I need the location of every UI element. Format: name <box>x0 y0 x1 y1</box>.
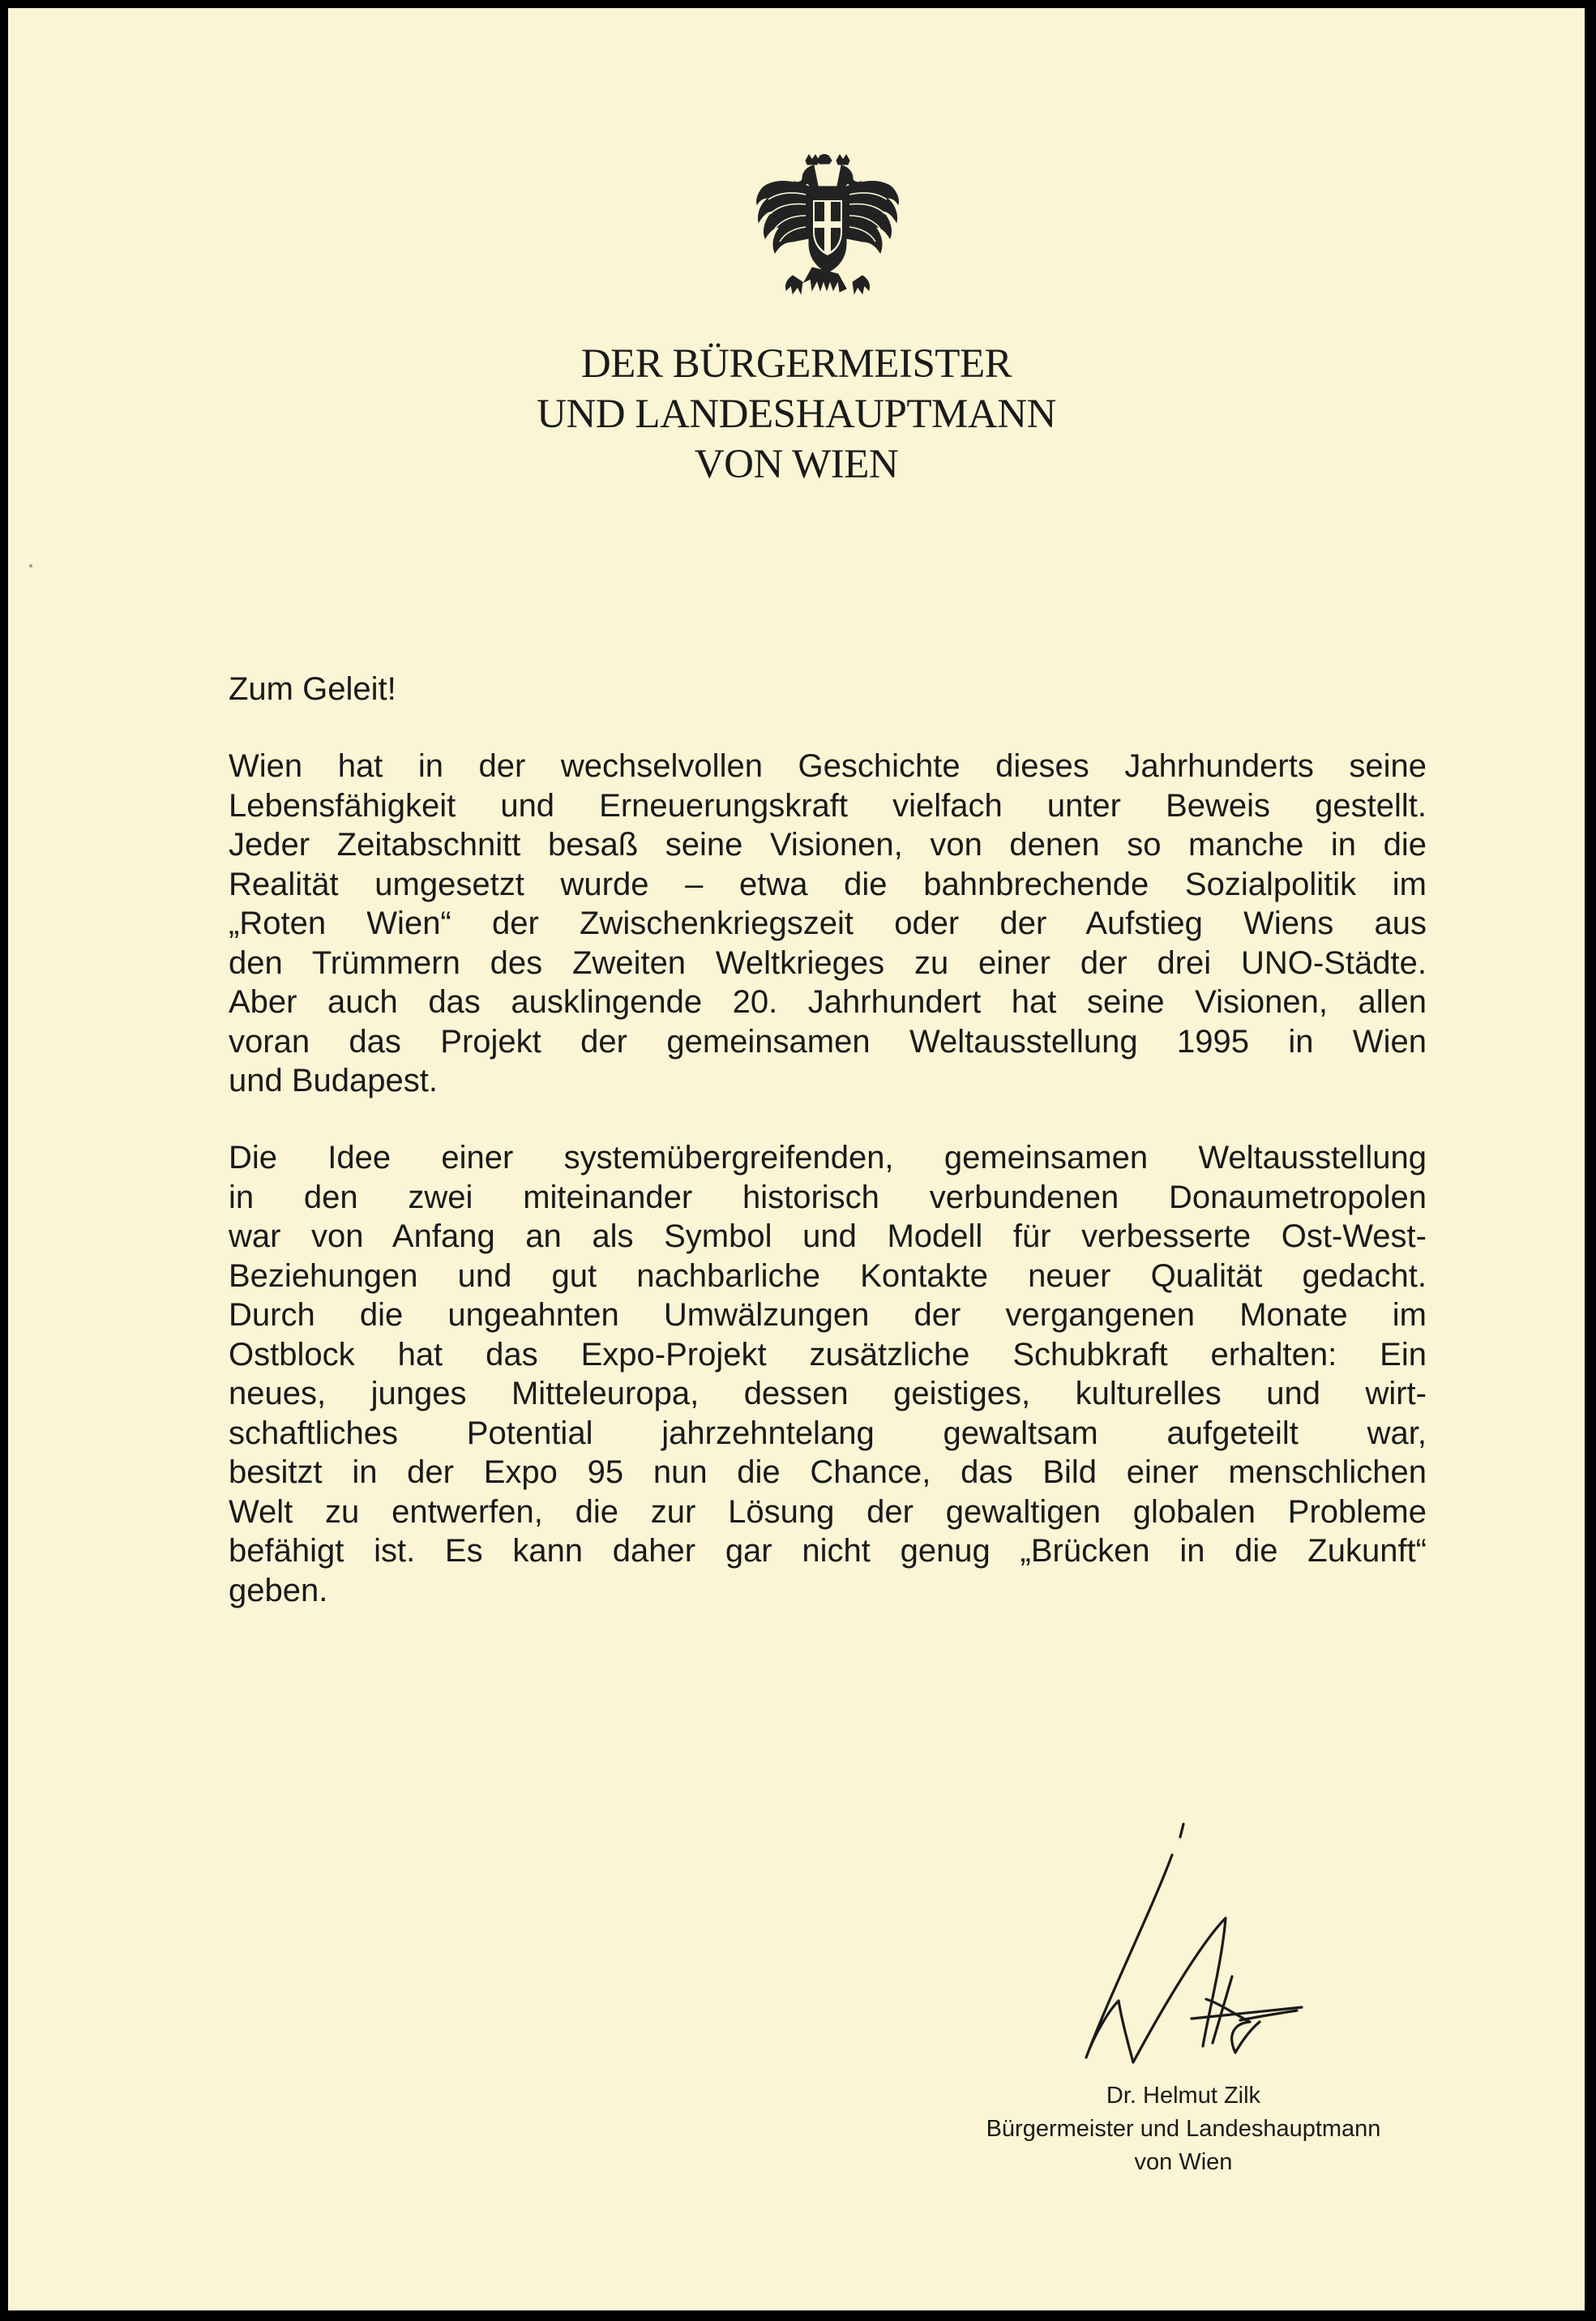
paragraph-line: Die Idee einer systemübergreifenden, gemeinsamen Weltausstellung <box>229 1140 1427 1175</box>
paragraph-line: war von Anfang an als Symbol und Modell für verbesserte Ost-West- <box>229 1218 1427 1254</box>
paragraph-line: in den zwei miteinander historisch verbundenen Donaumetropolen <box>229 1179 1427 1215</box>
signer-name: Dr. Helmut Zilk <box>1106 2083 1261 2109</box>
paragraph-line: Realität umgesetzt wurde – etwa die bahnbrechende Sozialpolitik im <box>229 866 1427 902</box>
signer-city: von Wien <box>1134 2149 1233 2175</box>
paragraph-line: besitzt in der Expo 95 nun die Chance, das Bild einer menschlichen <box>229 1454 1427 1490</box>
paragraph-line: und Budapest. <box>229 1063 438 1098</box>
paragraph-line: geben. <box>229 1572 328 1608</box>
letter-page <box>8 8 1585 2310</box>
paragraph-2 <box>229 1138 1427 1610</box>
vienna-coat-of-arms-eagle-icon <box>752 154 903 308</box>
greeting: Zum Geleit! <box>229 671 396 707</box>
paragraph-line: Jeder Zeitabschnitt besaß seine Visionen, von denen so manche in die <box>229 827 1427 863</box>
paragraph-line: Aber auch das ausklingende 20. Jahrhundert hat seine Visionen, allen <box>229 984 1427 1020</box>
paragraph-line: Ostblock hat das Expo-Projekt zusätzliche Schubkraft erhalten: Ein <box>229 1336 1427 1372</box>
paragraph-line: Durch die ungeahnten Umwälzungen der vergangenen Monate im <box>229 1297 1427 1333</box>
paragraph-line: neues, junges Mitteleuropa, dessen geistiges, kulturelles und wirt- <box>229 1376 1427 1411</box>
paragraph-line: schaftliches Potential jahrzehntelang gewaltsam aufgeteilt war, <box>229 1415 1427 1451</box>
paragraph-line: Welt zu entwerfen, die zur Lösung der gewaltigen globalen Probleme <box>229 1493 1427 1530</box>
letterhead-line-2: UND LANDESHAUPTMANN <box>537 392 1056 437</box>
signer-title: Bürgermeister und Landeshauptmann <box>986 2116 1381 2142</box>
paragraph-line: Beziehungen und gut nachbarliche Kontakte neuer Qualität gedacht. <box>229 1257 1427 1294</box>
letterhead-title <box>8 339 1585 490</box>
paragraph-line: „Roten Wien“ der Zwischenkriegszeit oder der Aufstieg Wiens aus <box>229 906 1427 941</box>
paragraph-line: voran das Projekt der gemeinsamen Weltausstellung 1995 in Wien <box>229 1023 1427 1060</box>
paragraph-line: den Trümmern des Zweiten Weltkrieges zu einer der drei UNO-Städte. <box>229 944 1427 981</box>
signature-block <box>940 2079 1427 2179</box>
paragraph-1 <box>229 747 1427 1101</box>
handwritten-signature <box>1062 1822 1362 2082</box>
paper-speck <box>29 564 32 567</box>
paragraph-line: befähigt ist. Es kann daher gar nicht genug „Brücken in die Zukunft“ <box>229 1533 1427 1569</box>
letterhead-line-3: VON WIEN <box>694 442 899 487</box>
letterhead-line-1: DER BÜRGERMEISTER <box>580 341 1012 387</box>
paragraph-line: Wien hat in der wechselvollen Geschichte dieses Jahrhunderts seine <box>229 748 1427 784</box>
paragraph-line: Lebensfähigkeit und Erneuerungskraft vielfach unter Beweis gestellt. <box>229 787 1427 824</box>
